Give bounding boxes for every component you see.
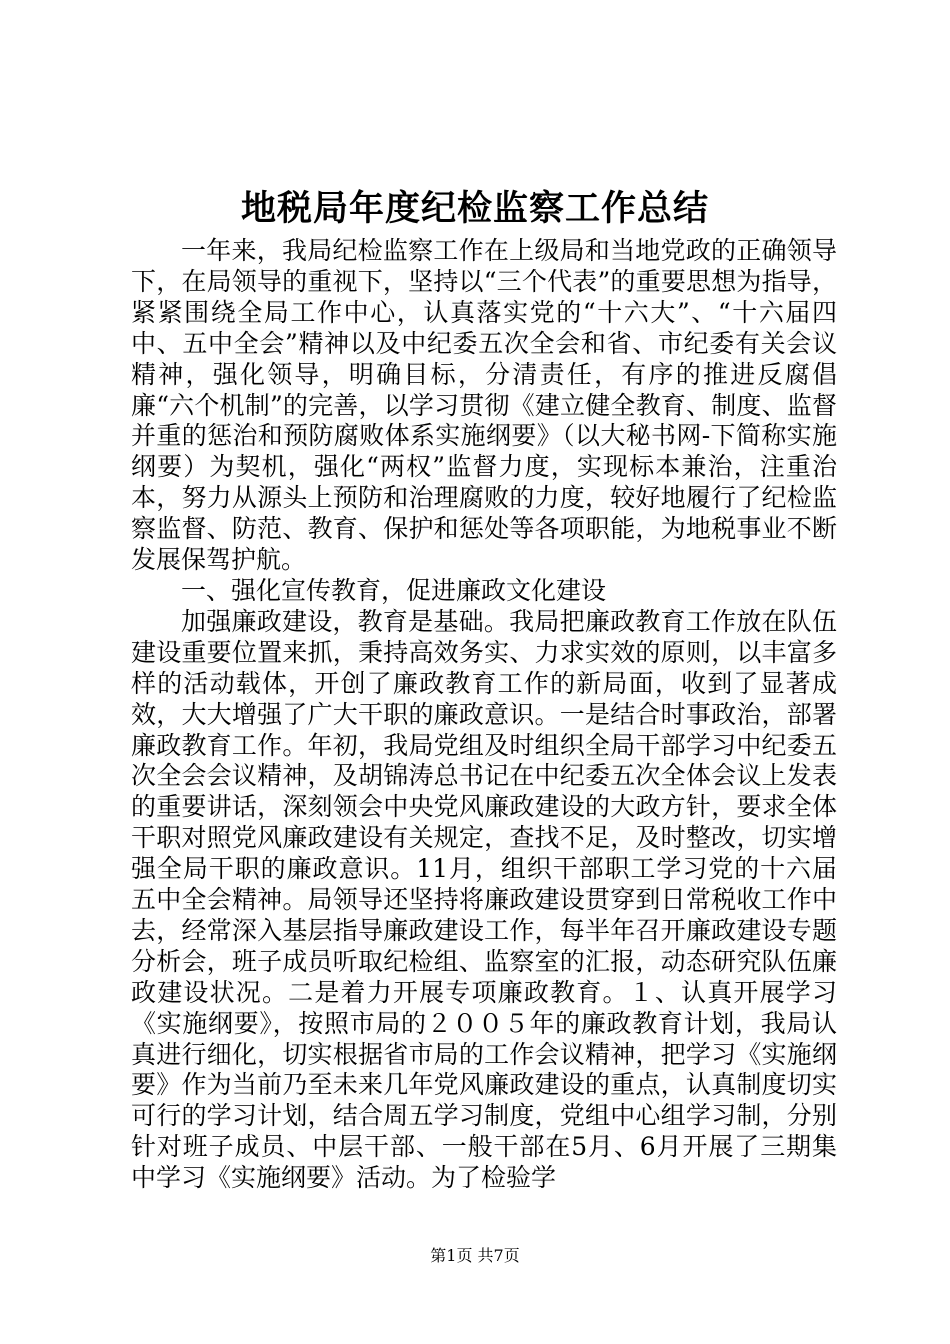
document-body (131, 236, 837, 1194)
intro-paragraph: 一年来，我局纪检监察工作在上级局和当地党政的正确领导下，在局领导的重视下，坚持以“三个代表”的重要思想为指导，紧紧围绕全局工作中心，认真落实党的“十六大”、“十六届四中、五中全会”精神以及中纪委五次全会和省、市纪委有关会议精神，强化领导，明确目标，分清责任，有序的推进反腐倡廉“六个机制”的完善，以学习贯彻《建立健全教育、制度、监督并重的惩治和预防腐败体系实施纲要》（以大秘书网-下简称实施纲要）为契机，强化“两权”监督力度，实现标本兼治，注重治本，努力从源头上预防和治理腐败的力度，较好地履行了纪检监察监督、防范、教育、保护和惩处等各项职能，为地税事业不断发展保驾护航。 (131, 236, 837, 575)
page-number-footer: 第1页 共7页 (430, 1246, 520, 1265)
section-heading: 一、强化宣传教育，促进廉政文化建设 (181, 575, 607, 605)
document-title: 地税局年度纪检监察工作总结 (240, 188, 709, 229)
body-paragraph: 加强廉政建设，教育是基础。我局把廉政教育工作放在队伍建设重要位置来抓，秉持高效务实、力求实效的原则，以丰富多样的活动载体，开创了廉政教育工作的新局面，收到了显著成效，大大增强了广大干职的廉政意识。一是结合时事政治，部署廉政教育工作。年初，我局党组及时组织全局干部学习中纪委五次全会会议精神，及胡锦涛总书记在中纪委五次全体会议上发表的重要讲话，深刻领会中央党风廉政建设的大政方针，要求全体干职对照党风廉政建设有关规定，查找不足，及时整改，切实增强全局干职的廉政意识。11月，组织干部职工学习党的十六届五中全会精神。局领导还坚持将廉政建设贯穿到日常税收工作中去，经常深入基层指导廉政建设工作，每半年召开廉政建设专题分析会，班子成员听取纪检组、监察室的汇报，动态研究队伍廉政建设状况。二是着力开展专项廉政教育。１、认真开展学习《实施纲要》，按照市局的２００５年的廉政教育计划，我局认真进行细化，切实根据省市局的工作会议精神，把学习《实施纲要》作为当前乃至未来几年党风廉政建设的重点，认真制度切实可行的学习计划，结合周五学习制度，党组中心组学习制，分别针对班子成员、中层干部、一般干部在5月、6月开展了三期集中学习《实施纲要》活动。为了检验学 (131, 606, 837, 1193)
